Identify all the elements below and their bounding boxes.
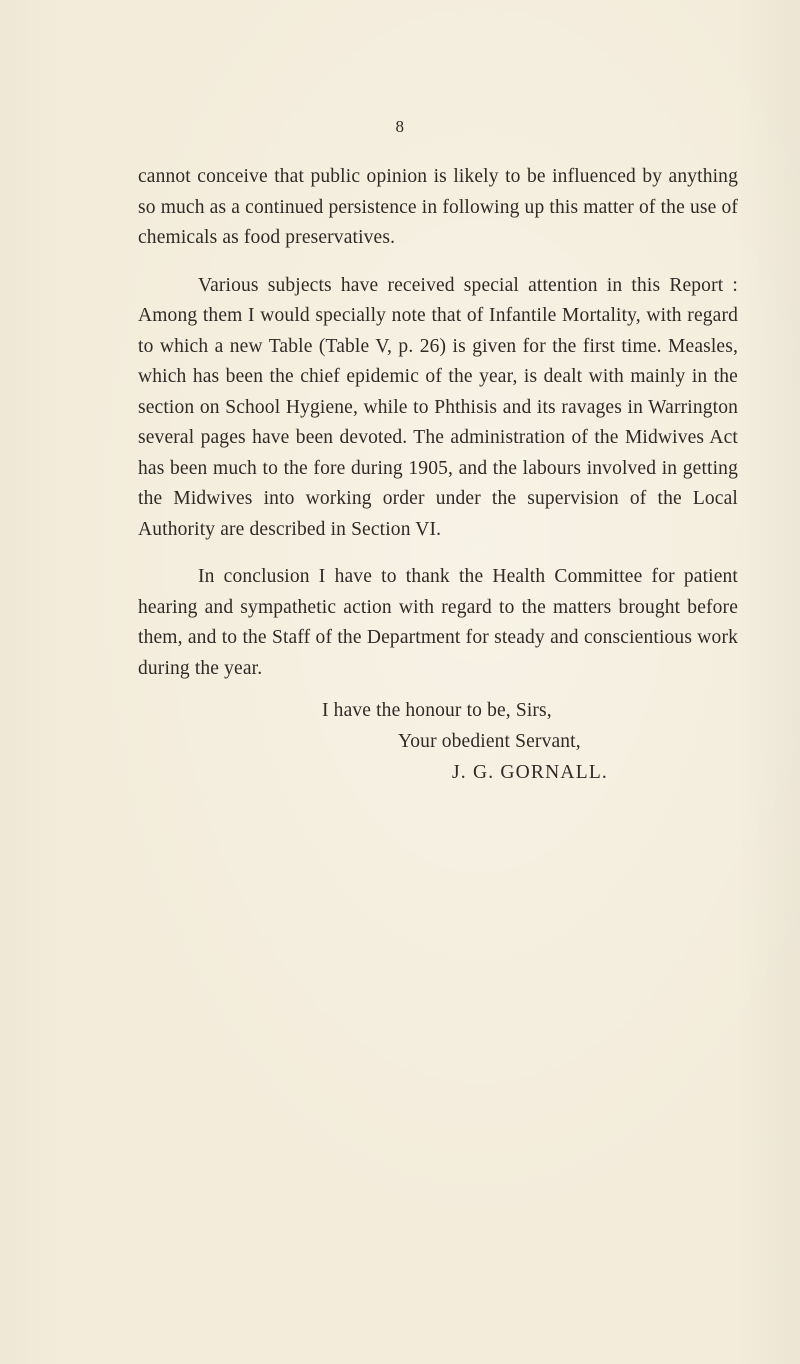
paragraph-subjects: Various subjects have received special attention in this Report : Among them I would specially note that of Infantile Mortality, with regard to which a new Table (Table V, p. 26) is given for the first time. Measles, which has been the chief epidemic of the year, is dealt with mainly in the section on School Hygiene, while to Phthisis and its ravages in Warrington several pages have been devoted. The administration of the Midwives Act has been much to the fore during 1905, and the labours involved in getting the Midwives into working order under the supervision of the Local Authority are described in Section VI. (138, 274, 738, 540)
letter-body (138, 162, 738, 684)
page-number: 8 (395, 117, 405, 136)
closing-salutation: I have the honour to be, Sirs, (322, 700, 552, 721)
closing-valediction: Your obedient Servant, (398, 731, 581, 752)
paragraph-continuation: cannot conceive that public opinion is likely to be influenced by anything so much as a continued persistence in following up this matter of the use of chemicals as food preservatives. (138, 166, 738, 248)
paragraph-conclusion: In conclusion I have to thank the Health Committee for patient hearing and sympathetic action with regard to the matters brought before them, and to the Staff of the Department for steady and conscientious work during the year. (138, 566, 738, 679)
signature: J. G. GORNALL. (452, 762, 609, 783)
